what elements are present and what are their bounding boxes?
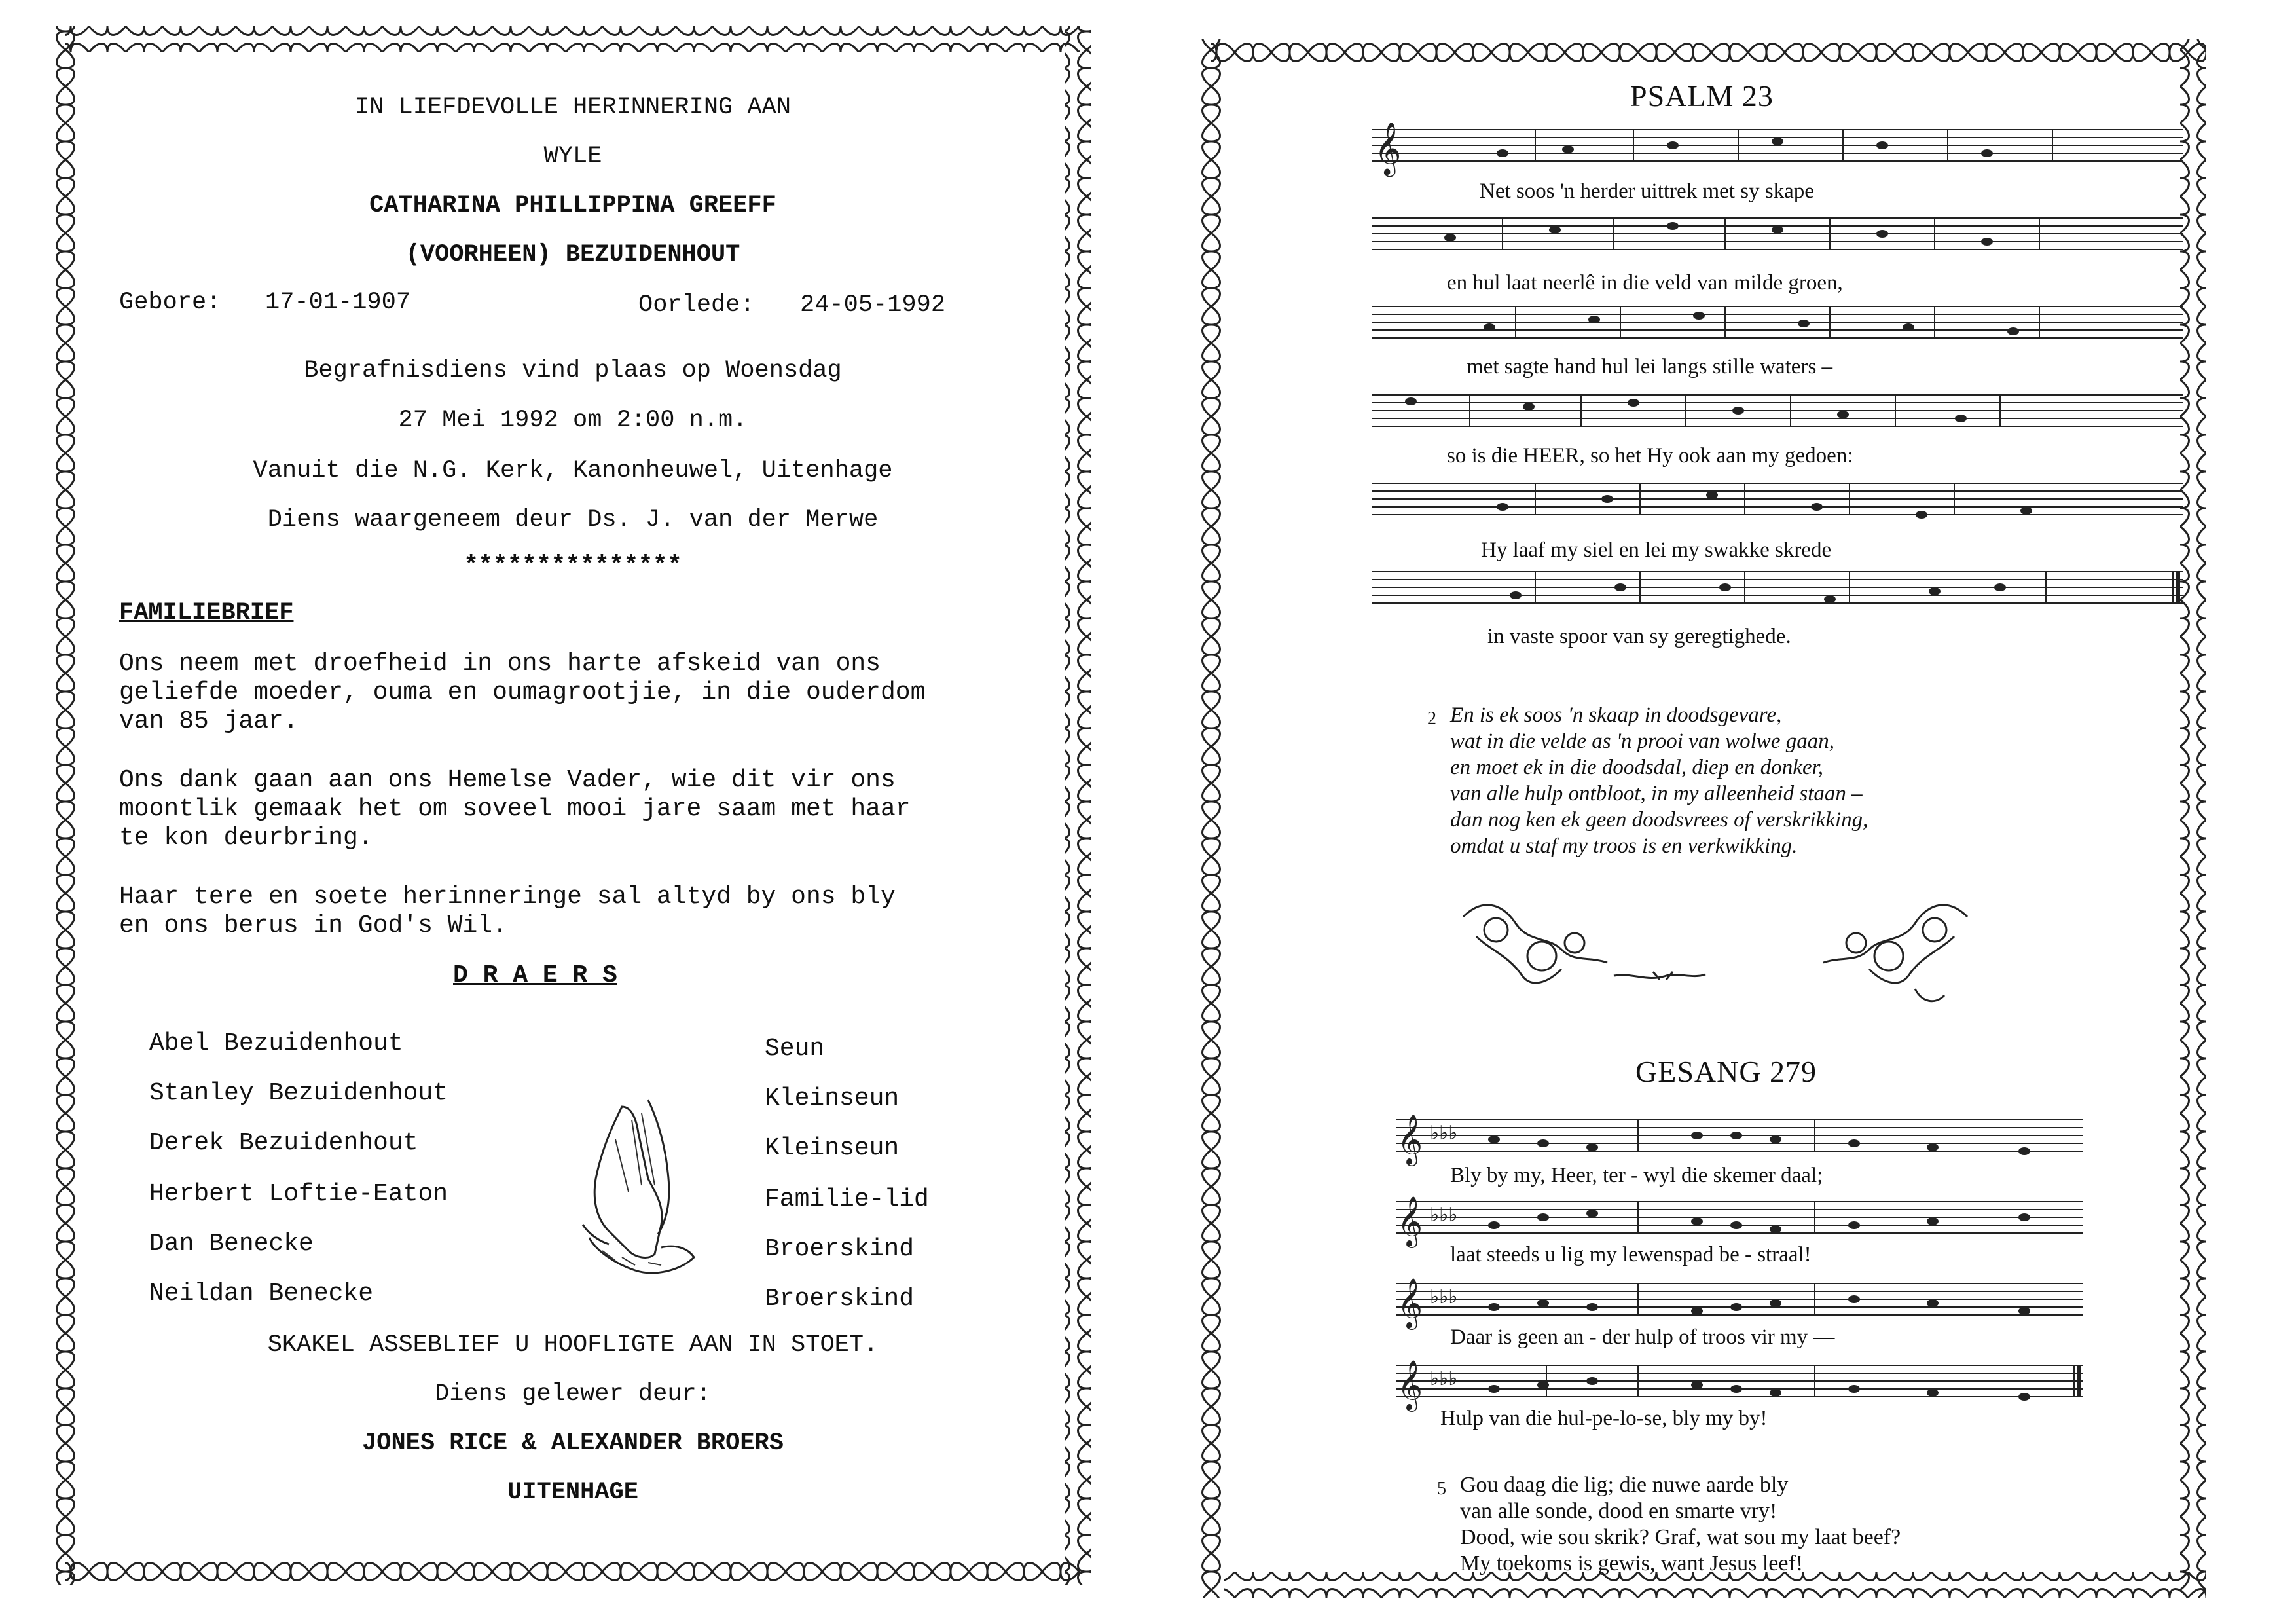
- bearer-name: Stanley Bezuidenhout: [149, 1079, 448, 1107]
- floral-ornament-icon: [1457, 891, 1974, 1022]
- family-letter-paragraph-1: Ons neem met droefheid in ons harte afskeid van ons geliefde moeder, ouma en oumagrootjie, in die ouderdom van 85 jaar.: [119, 650, 926, 735]
- bearers-heading: D R A E R S: [453, 961, 617, 989]
- svg-text:𝄞: 𝄞: [1397, 1196, 1423, 1246]
- born-date: 17-01-1907: [265, 289, 411, 316]
- memorial-card-left-page: [52, 13, 1093, 1611]
- svg-text:𝄞: 𝄞: [1374, 123, 1402, 175]
- svg-text:𝄞: 𝄞: [1397, 1359, 1423, 1410]
- bearer-name: Dan Benecke: [149, 1230, 314, 1258]
- praying-hands-icon: [576, 1094, 707, 1283]
- svg-text:𝄞: 𝄞: [1397, 1278, 1423, 1328]
- psalm-title: PSALM 23: [1630, 79, 1774, 113]
- born-label: Gebore:: [119, 289, 221, 316]
- family-letter-heading: FAMILIEBRIEF: [119, 599, 294, 627]
- psalm-lyric-line: so is die HEER, so het Hy ook aan my gedoen:: [1447, 444, 1853, 468]
- service-line-2: 27 Mei 1992 om 2:00 n.m.: [398, 407, 748, 434]
- bearer-relation: Seun: [765, 1035, 825, 1063]
- svg-text:♭♭♭: ♭♭♭: [1430, 1204, 1458, 1227]
- maiden-name: (VOORHEEN) BEZUIDENHOUT: [405, 241, 740, 268]
- gesang-lyric-line: Hulp van die hul-pe-lo-se, bly my by!: [1440, 1407, 1768, 1430]
- svg-text:♭♭♭: ♭♭♭: [1430, 1122, 1458, 1145]
- gesang-lyric-line: Bly by my, Heer, ter - wyl die skemer daal;: [1450, 1164, 1823, 1187]
- service-line-1: Begrafnisdiens vind plaas op Woensdag: [304, 357, 842, 384]
- psalm-lyric-line: met sagte hand hul lei langs stille waters –: [1467, 355, 1833, 378]
- family-letter-paragraph-3: Haar tere en soete herinneringe sal altyd by ons bly en ons berus in God's Wil.: [119, 883, 896, 940]
- bearer-relation: Broerskind: [765, 1285, 915, 1313]
- bearer-relation: Familie-lid: [765, 1185, 929, 1213]
- family-letter-paragraph-2: Ons dank gaan aan ons Hemelse Vader, wie dit vir ons moontlik gemaak het om soveel mooi jare saam met haar te kon deurbring.: [119, 766, 911, 852]
- svg-text:𝄞: 𝄞: [1397, 1114, 1423, 1164]
- header-line-1: IN LIEFDEVOLLE HERINNERING AAN: [354, 94, 792, 121]
- town: UITENHAGE: [507, 1479, 638, 1506]
- undertaker: JONES RICE & ALEXANDER BROERS: [362, 1430, 784, 1457]
- bearer-name: Herbert Loftie-Eaton: [149, 1180, 448, 1208]
- died-date: 24-05-1992: [800, 291, 946, 319]
- gesang-title: GESANG 279: [1635, 1055, 1817, 1088]
- verse-2-text: En is ek soos 'n skaap in doodsgevare, wat in die velde as 'n prooi van wolwe gaan, en moet ek in die doodsdal, diep en donker, van alle hulp ontbloot, in my alleenheid staan – dan nog ken ek geen doodsvrees of verskrikking, omdat u staf my troos is en verkwikking.: [1450, 703, 1868, 858]
- psalm-lyric-line: in vaste spoor van sy geregtighede.: [1487, 625, 1791, 648]
- header-line-2: WYLE: [543, 143, 602, 170]
- verse-2-number: 2: [1427, 709, 1436, 729]
- psalm-lyric-line: en hul laat neerlê in die veld van milde groen,: [1447, 271, 1843, 295]
- svg-text:♭♭♭: ♭♭♭: [1430, 1367, 1458, 1390]
- bearer-name: Derek Bezuidenhout: [149, 1129, 418, 1157]
- bearer-name: Abel Bezuidenhout: [149, 1029, 403, 1058]
- procession-note: SKAKEL ASSEBLIEF U HOOFLIGTE AAN IN STOET.: [267, 1331, 879, 1359]
- psalm-lyric-line: Hy laaf my siel en lei my swakke skrede: [1481, 538, 1832, 562]
- service-line-4: Diens waargeneem deur Ds. J. van der Merwe: [267, 506, 879, 534]
- bearer-relation: Kleinseun: [765, 1134, 900, 1162]
- psalm-lyric-line: Net soos 'n herder uittrek met sy skape: [1480, 179, 1814, 203]
- deceased-name: CATHARINA PHILLIPPINA GREEFF: [369, 192, 776, 219]
- svg-text:♭♭♭: ♭♭♭: [1430, 1285, 1458, 1308]
- gesang-lyric-line: laat steeds u lig my lewenspad be - straal!: [1450, 1243, 1812, 1266]
- gesang-lyric-line: Daar is geen an - der hulp of troos vir my —: [1450, 1325, 1835, 1349]
- delivered-by: Diens gelewer deur:: [435, 1380, 711, 1408]
- bearer-name: Neildan Benecke: [149, 1280, 374, 1308]
- bearer-relation: Kleinseun: [765, 1084, 900, 1113]
- died-label: Oorlede:: [638, 291, 755, 319]
- stars-divider: ***************: [464, 552, 682, 580]
- hymn-sheet-right-page: [1198, 13, 2219, 1611]
- service-line-3: Vanuit die N.G. Kerk, Kanonheuwel, Uitenhage: [253, 457, 893, 485]
- verse-5-text: Gou daag die lig; die nuwe aarde bly van alle sonde, dood en smarte vry! Dood, wie sou skrik? Graf, wat sou my laat beef? My toekoms is gewis, want Jesus leef!: [1460, 1473, 1901, 1576]
- bearer-relation: Broerskind: [765, 1235, 915, 1263]
- verse-5-number: 5: [1437, 1479, 1446, 1499]
